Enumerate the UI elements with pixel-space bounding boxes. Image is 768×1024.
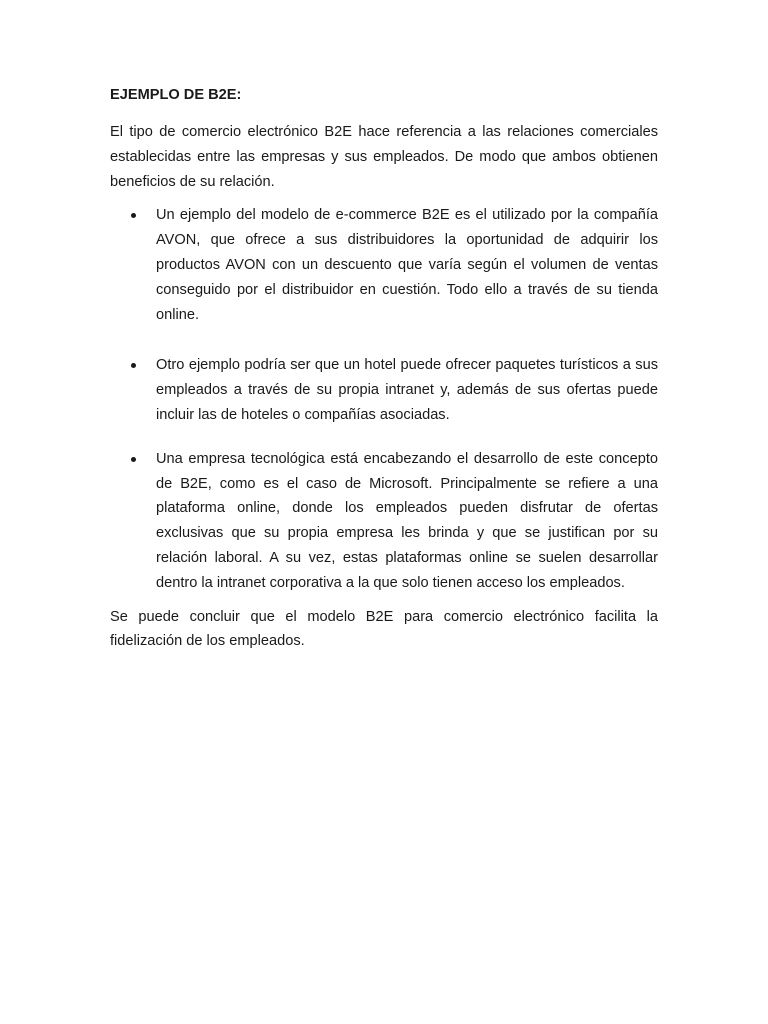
conclusion-paragraph: Se puede concluir que el modelo B2E para comercio electrónico facilita la fidelización de los empleados.	[110, 608, 658, 650]
document-page	[110, 84, 658, 654]
section-heading: EJEMPLO DE B2E:	[110, 87, 242, 103]
bullet-icon	[131, 457, 136, 462]
bullet-icon	[131, 363, 136, 368]
bullet-list	[110, 203, 658, 595]
list-item-text: Un ejemplo del modelo de e-commerce B2E es el utilizado por la compañía AVON, que ofrece a sus distribuidores la oportunidad de adquirir los productos AVON con un descuento que varía según el volumen de ventas conseguido por el distribuidor en cuestión. Todo ello a través de su tienda online.	[156, 207, 658, 323]
list-item-text: Otro ejemplo podría ser que un hotel puede ofrecer paquetes turísticos a sus empleados a través de su propia intranet y, además de sus ofertas puede incluir las de hoteles o compañías asociadas.	[156, 357, 658, 423]
intro-paragraph: El tipo de comercio electrónico B2E hace referencia a las relaciones comerciales establecidas entre las empresas y sus empleados. De modo que ambos obtienen beneficios de su relación.	[110, 124, 658, 190]
list-item	[110, 203, 658, 327]
bullet-icon	[131, 213, 136, 218]
list-item	[110, 353, 658, 427]
list-item	[110, 447, 658, 596]
list-item-text: Una empresa tecnológica está encabezando el desarrollo de este concepto de B2E, como es el caso de Microsoft. Principalmente se refiere a una plataforma online, donde los empleados pueden disfrutar de ofertas exclusivas que su propia empresa les brinda y que se justifican por su relación laboral. A su vez, estas plataformas online se suelen desarrollar dentro la intranet corporativa a la que solo tienen acceso los empleados.	[156, 450, 658, 591]
